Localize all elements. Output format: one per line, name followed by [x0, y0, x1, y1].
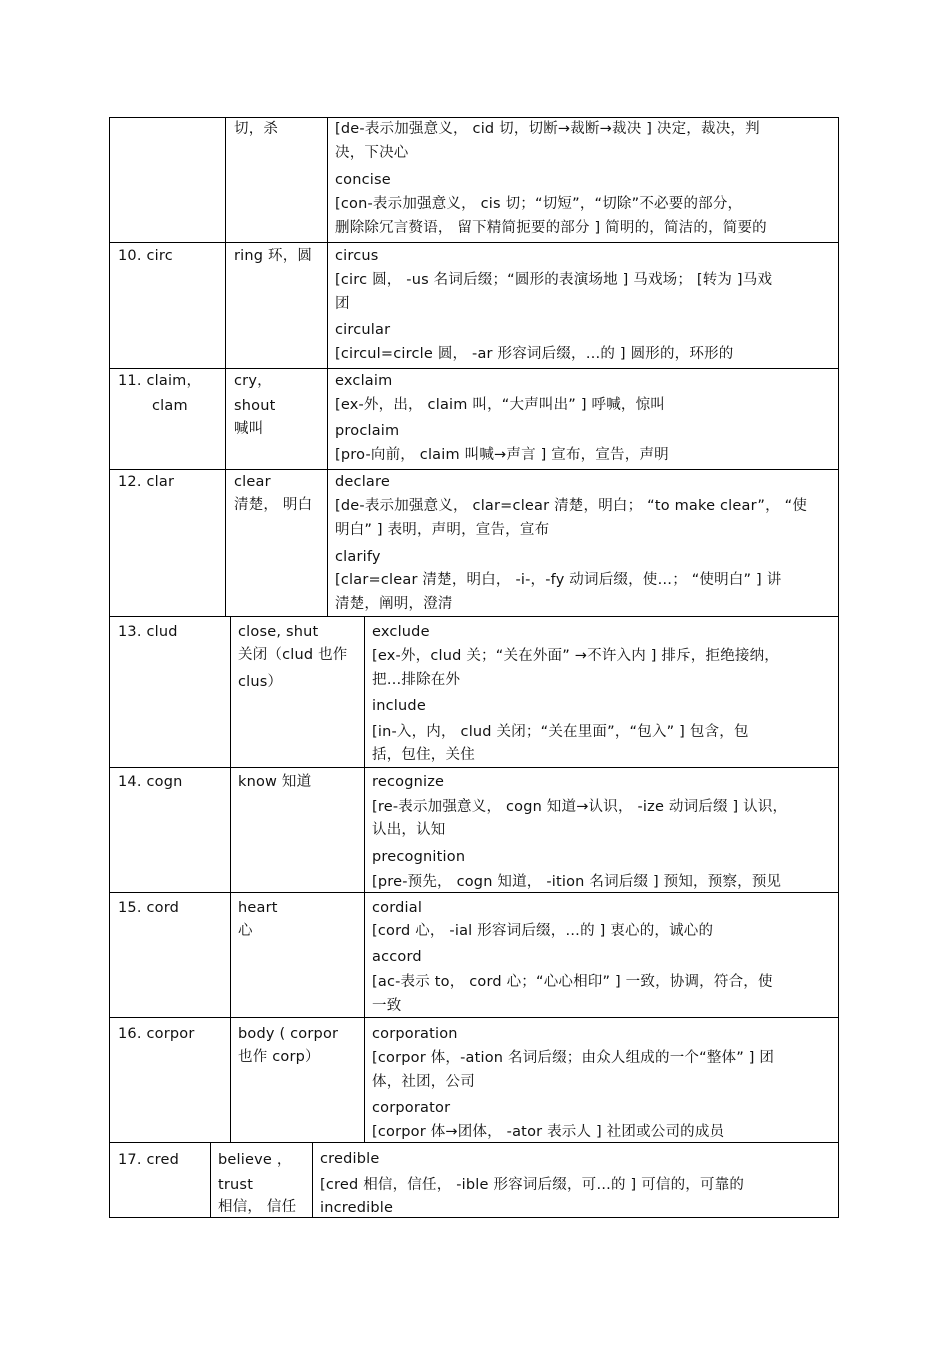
row-divider [110, 767, 838, 768]
word-line: declare [335, 474, 390, 490]
word-line: accord [372, 949, 422, 965]
meaning-line: 关闭（clud 也作 [238, 647, 348, 663]
meaning-line: believe ， [218, 1152, 292, 1168]
word-line: recognize [372, 774, 445, 790]
meaning-line: 心 [238, 923, 253, 939]
meaning-line: body ( corpor [238, 1026, 339, 1042]
definition-line: [clar=clear 清楚，明白， -i-，-fy 动词后缀，使…； “使明白” ] 讲 [335, 572, 782, 588]
meaning-line: ring 环，圆 [234, 248, 313, 264]
root-label: 14. cogn [118, 774, 183, 790]
word-line: exclude [372, 624, 430, 640]
definition-line: [cred 相信，信任， -ible 形容词后缀，可…的 ] 可信的，可靠的 [320, 1177, 745, 1193]
definition-line: 认出，认知 [372, 822, 446, 838]
word-line: include [372, 698, 426, 714]
row-divider [110, 469, 838, 470]
word-line: circus [335, 248, 379, 264]
column-divider [230, 617, 231, 1142]
definition-line: [circ 圆， -us 名词后缀；“圆形的表演场地 ] 马戏场； [转为 ]马戏 [335, 272, 773, 288]
word-line: proclaim [335, 423, 400, 439]
root-label: 12. clar [118, 474, 175, 490]
root-label: 15. cord [118, 900, 180, 916]
meaning-line: clus） [238, 674, 283, 690]
definition-line: [circul=circle 圆， -ar 形容词后缀，…的 ] 圆形的，环形的 [335, 346, 734, 362]
definition-line: 删除除冗言赘语， 留下精简扼要的部分 ] 简明的，简洁的，简要的 [335, 220, 767, 236]
definition-line: 决，下决心 [335, 145, 409, 161]
table-block-a [109, 117, 839, 617]
meaning-line: 喊叫 [234, 421, 264, 437]
word-line: corporator [372, 1100, 451, 1116]
word-line: exclaim [335, 373, 393, 389]
meaning-line: close, shut [238, 624, 319, 640]
word-line: corporation [372, 1026, 458, 1042]
definition-line: [corpor 体，-ation 名词后缀；由众人组成的一个“整体” ] 团 [372, 1050, 775, 1066]
definition-line: [pre-预先， cogn 知道， -ition 名词后缀 ] 预知，预察，预见 [372, 874, 782, 890]
word-line: clarify [335, 549, 381, 565]
definition-line: 明白” ] 表明，声明，宣告，宣布 [335, 522, 550, 538]
table-block-b [109, 616, 839, 1143]
meaning-line: clear [234, 474, 271, 490]
meaning-line: 切，杀 [234, 121, 279, 137]
definition-line: 括，包住，关住 [372, 747, 475, 763]
definition-line: [pro-向前， claim 叫喊→声言 ] 宣布，宣告，声明 [335, 447, 669, 463]
meaning-line: 相信， 信任 [218, 1199, 297, 1215]
definition-line: [ac-表示 to， cord 心；“心心相印” ] 一致，协调，符合，使 [372, 974, 773, 990]
column-divider [210, 1143, 211, 1217]
row-divider [110, 892, 838, 893]
row-divider [110, 242, 838, 243]
word-line: incredible [320, 1200, 394, 1216]
meaning-line: shout [234, 398, 276, 414]
definition-line: [con-表示加强意义， cis 切；“切短”，“切除”不必要的部分， [335, 196, 743, 212]
definition-line: [in-入，内， clud 关闭；“关在里面”，“包入” ] 包含，包 [372, 724, 749, 740]
root-label-cont: clam [152, 398, 188, 414]
definition-line: [ex-外，clud 关；“关在外面” →不许入内 ] 排斥，拒绝接纳， [372, 648, 779, 664]
definition-line: [re-表示加强意义， cogn 知道→认识， -ize 动词后缀 ] 认识， [372, 799, 788, 815]
row-divider [110, 1017, 838, 1018]
definition-line: [cord 心， -ial 形容词后缀，…的 ] 衷心的，诚心的 [372, 923, 714, 939]
definition-line: 体，社团，公司 [372, 1074, 475, 1090]
meaning-line: 清楚， 明白 [234, 497, 313, 513]
root-label: 17. cred [118, 1152, 180, 1168]
definition-line: [ex-外，出， claim 叫，“大声叫出” ] 呼喊，惊叫 [335, 397, 665, 413]
word-line: cordial [372, 900, 423, 916]
root-label: 11. claim， [118, 373, 202, 389]
word-line: precognition [372, 849, 466, 865]
definition-line: 把…排除在外 [372, 672, 461, 688]
definition-line: 团 [335, 296, 350, 312]
meaning-line: cry， [234, 373, 272, 389]
column-divider [312, 1143, 313, 1217]
definition-line: 清楚，阐明，澄清 [335, 596, 453, 612]
word-line: concise [335, 172, 391, 188]
row-divider [110, 368, 838, 369]
table-block-c [109, 1142, 839, 1218]
word-line: circular [335, 322, 391, 338]
root-label: 10. circ [118, 248, 173, 264]
meaning-line: 也作 corp） [238, 1049, 320, 1065]
root-label: 16. corpor [118, 1026, 195, 1042]
column-divider [364, 617, 365, 1142]
definition-line: [de-表示加强意义， cid 切，切断→裁断→裁决 ] 决定，裁决，判 [335, 121, 760, 137]
meaning-line: heart [238, 900, 278, 916]
column-divider [225, 118, 226, 616]
definition-line: 一致 [372, 998, 402, 1014]
meaning-line: know 知道 [238, 774, 312, 790]
column-divider [327, 118, 328, 616]
definition-line: [corpor 体→团体， -ator 表示人 ] 社团或公司的成员 [372, 1124, 725, 1140]
definition-line: [de-表示加强意义， clar=clear 清楚，明白； “to make clear”， “使 [335, 498, 808, 514]
root-label: 13. clud [118, 624, 178, 640]
word-line: credible [320, 1151, 380, 1167]
meaning-line: trust [218, 1177, 254, 1193]
